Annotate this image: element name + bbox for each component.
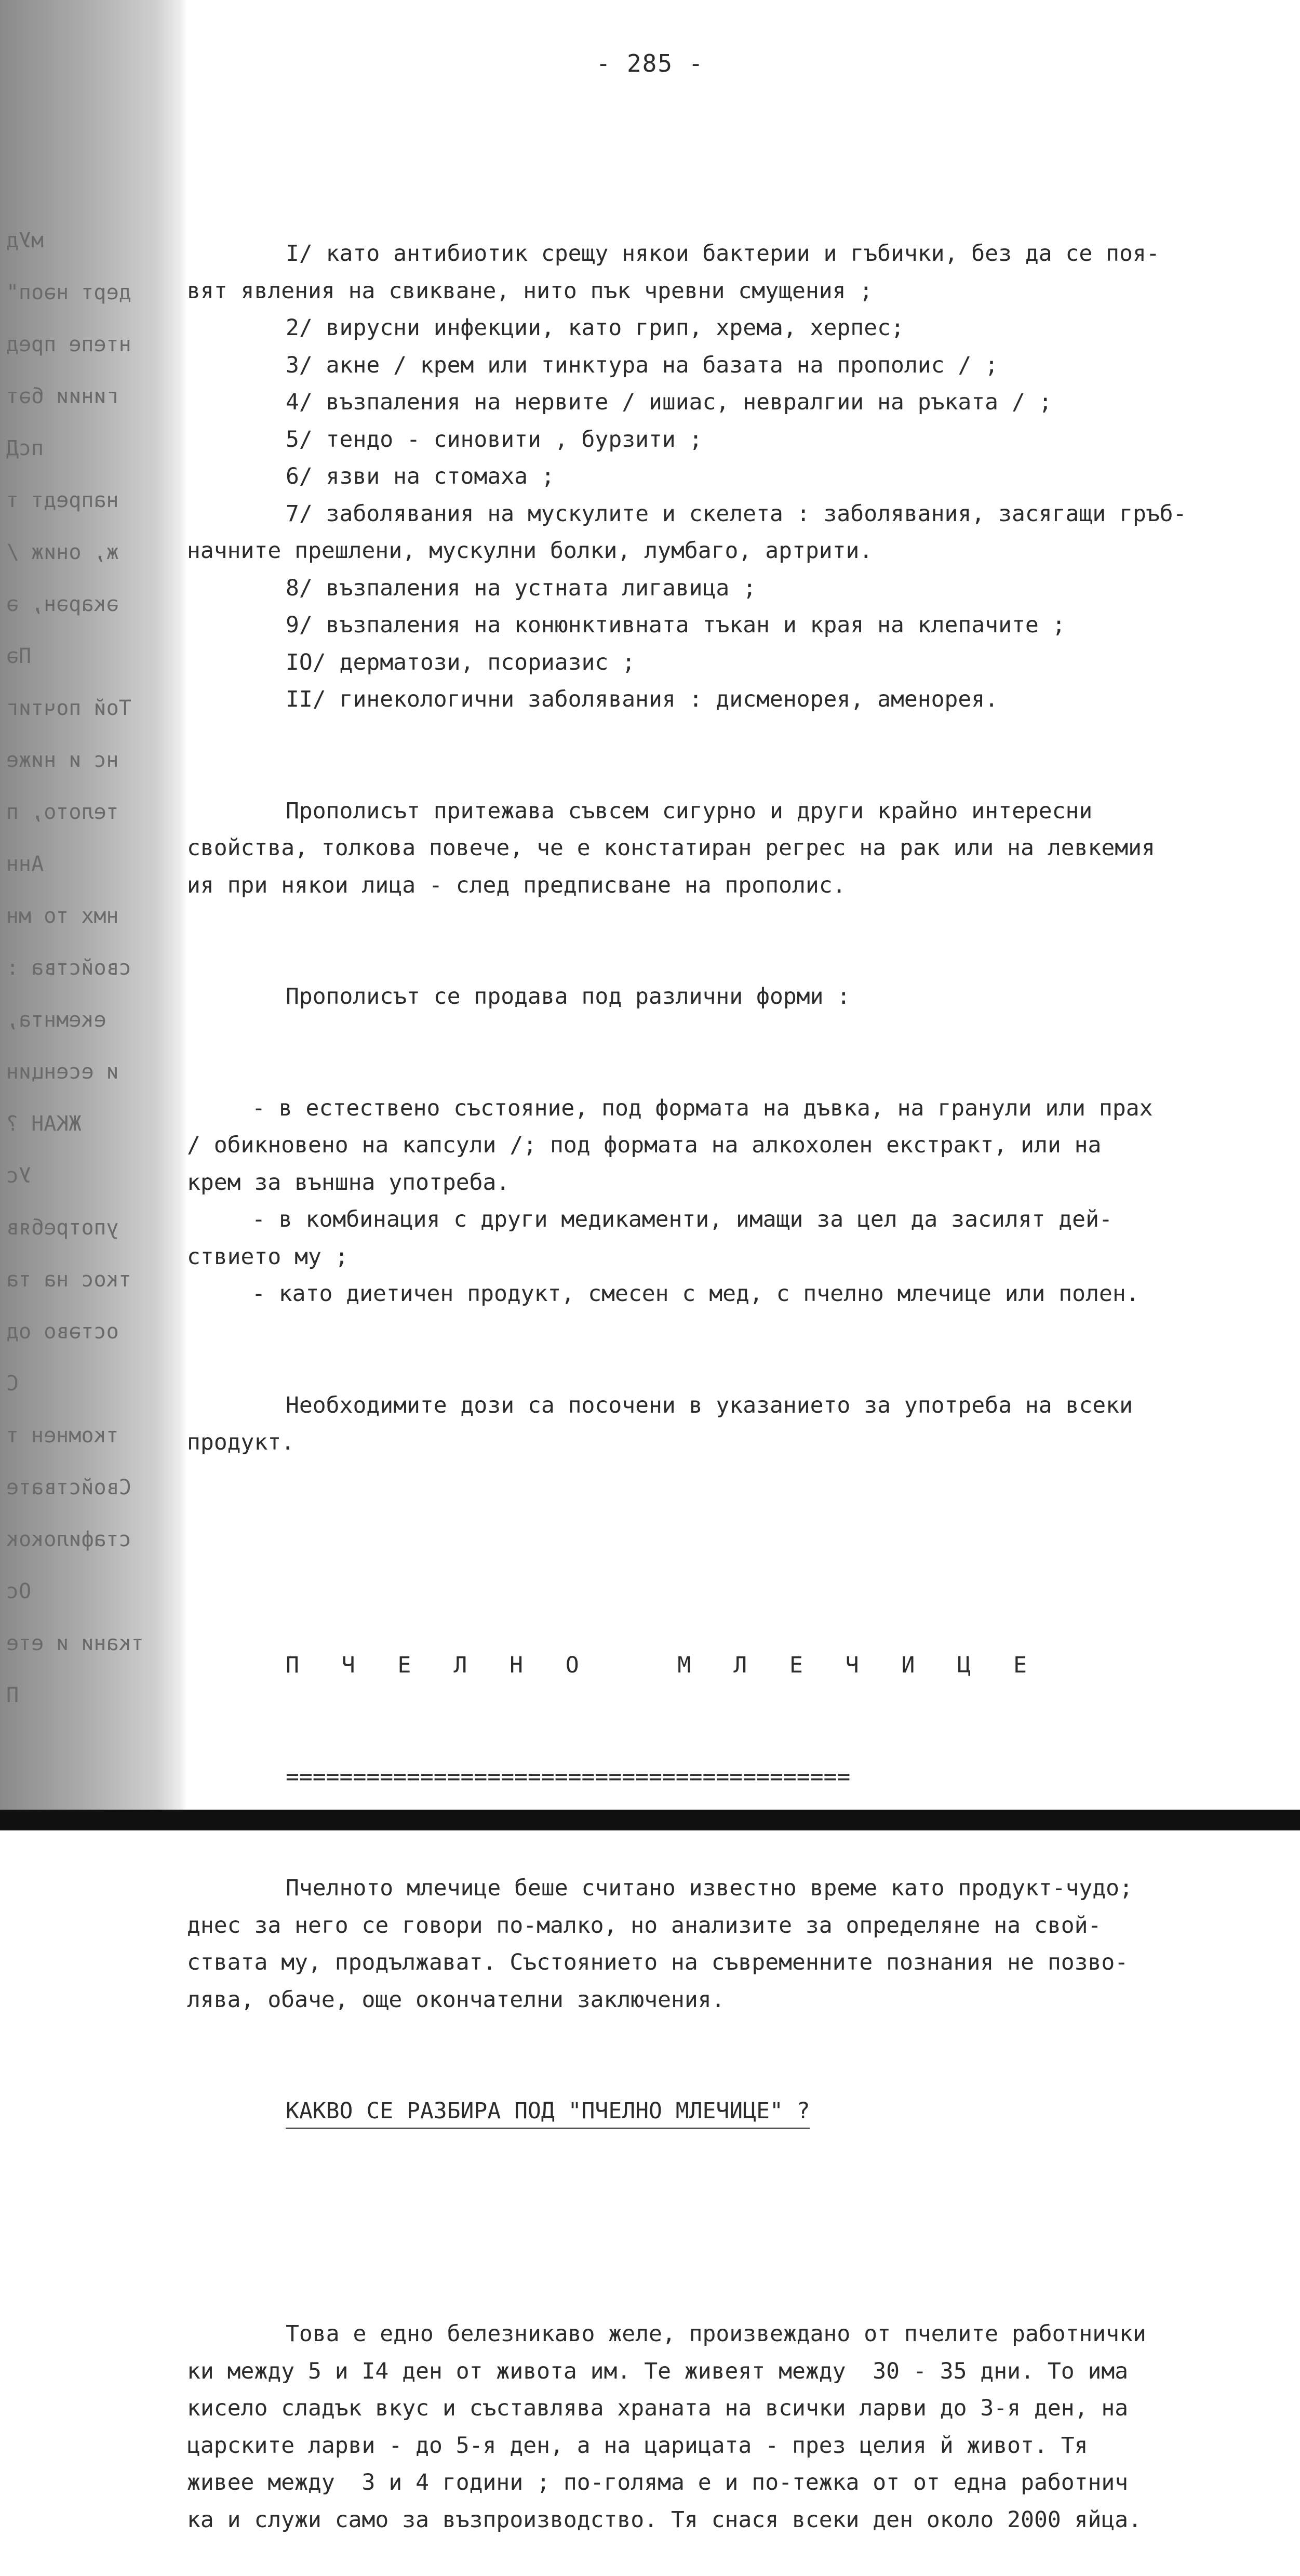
form-line: - в комбинация с други медикаменти, имащи за цел да засилят дей-	[252, 1206, 1113, 1232]
bleed-text: нс и ниже	[6, 748, 119, 772]
list-item-continuation: начните прешлени, мускулни болки, лумбаго, артрити.	[187, 538, 873, 564]
bleed-text: ЖКАН ?	[6, 1112, 82, 1136]
bleed-text: употребяв	[6, 1216, 119, 1240]
paragraph-royal-jelly-intro	[187, 1870, 1267, 2019]
form-line: - като диетичен продукт, смесен с мед, с пчелно млечице или полен.	[252, 1281, 1140, 1307]
bleed-text: екемнта,	[6, 1008, 106, 1032]
paragraph-line: Прополисът притежава съвсем сигурно и други крайно интересни	[286, 798, 1093, 824]
bleed-text: Той почтиг	[6, 696, 131, 720]
list-item: 8/ възпаления на устната лигавица ;	[286, 575, 757, 601]
forms-list	[187, 1090, 1267, 1313]
previous-page-bleed	[0, 0, 187, 1830]
section-rule: ==========================================	[286, 1763, 851, 1790]
paragraph-forms-intro: Прополисът се продава под различни форми :	[286, 984, 851, 1010]
paragraph-line: лява, обаче, още окончателни заключения.	[187, 1986, 725, 2013]
bleed-text: С	[6, 1372, 19, 1396]
list-item: 7/ заболявания на мускулите и скелета : заболявания, засягащи гръб-	[286, 500, 1187, 527]
bleed-text: Свойствате	[6, 1476, 131, 1499]
bleed-text: Анн	[6, 852, 44, 876]
bleed-text: ткани и ете	[6, 1631, 144, 1655]
bleed-text: ж, ониж /	[6, 540, 119, 564]
list-item-continuation: вят явления на свикване, нито пък чревни смущения ;	[187, 277, 873, 304]
paragraph-doses	[187, 1387, 1267, 1462]
bleed-text: дерт нәоп"	[6, 281, 131, 304]
paragraph-royal-jelly-description	[187, 2316, 1267, 2539]
bleed-text: свойства :	[6, 956, 131, 980]
subheading-text: КАКВО СЕ РАЗБИРА ПОД "ПЧЕЛНО МЛЕЧИЦЕ" ?	[286, 2098, 810, 2124]
paragraph-propolis-properties	[187, 793, 1267, 905]
paragraph-line: живее между 3 и 4 години ; по-голяма е и по-тежка от от една работнич	[187, 2469, 1129, 2495]
list-item: II/ гинекологични заболявания : дисменорея, аменорея.	[286, 686, 999, 712]
bleed-text: П	[6, 1683, 19, 1707]
section-heading: П Ч Е Л Н О М Л Е Ч И Ц Е	[286, 1652, 1041, 1678]
paragraph-line: ка и служи само за възпроизводство. Тя снася всеки ден около 2000 яйца.	[187, 2506, 1142, 2533]
bleed-text: напредт т	[6, 488, 119, 512]
paragraph-line: днес за него се говори по-малко, но анализите за определяне на свой-	[187, 1912, 1102, 1938]
bleed-text: стафилокок	[6, 1528, 131, 1551]
bleed-text: остәво од	[6, 1320, 119, 1344]
bleed-text: Ос	[6, 1579, 32, 1603]
form-line: / обикновено на капсули /; под формата на алкохолен екстракт, или на	[187, 1132, 1102, 1158]
form-line: крем за външна употреба.	[187, 1169, 510, 1196]
paragraph-line: Необходимите дози са посочени в указанието за употреба на всеки	[286, 1392, 1133, 1418]
indications-list	[187, 235, 1267, 719]
list-item: 4/ възпаления на нервите / ишиас, невралгии на ръката / ;	[286, 389, 1052, 415]
paragraph-line: Пчелното млечице беше считано известно време като продукт-чудо;	[286, 1875, 1133, 1901]
subheading	[187, 2093, 1267, 2130]
paragraph-line: продукт.	[187, 1429, 295, 1455]
bleed-text: нтепе пpед	[6, 333, 131, 356]
list-item: 5/ тендо - синовити , бурзити ;	[286, 426, 703, 453]
paragraph-line: кисело сладък вкус и съставлява храната на всички ларви до 3-я ден, на	[187, 2395, 1129, 2421]
bleed-text: псД	[6, 436, 44, 460]
paragraph-line: ия при някои лица - след предписване на прополис.	[187, 872, 846, 898]
bleed-text: мУд	[6, 229, 44, 253]
list-item: IO/ дерматози, псориазис ;	[286, 649, 636, 675]
form-line: - в естествено състояние, под формата на дъвка, на гранули или прах	[252, 1095, 1153, 1121]
bleed-text: ткомнен т	[6, 1424, 119, 1448]
bleed-text: Ус	[6, 1164, 32, 1188]
bleed-text: ткос на та	[6, 1268, 131, 1292]
paragraph-line: свойства, толкова повече, че е констатиран регрес на рак или на левкемия	[187, 835, 1155, 861]
list-item: 3/ акне / крем или тинктура на базата на прополис / ;	[286, 352, 999, 378]
bleed-text: Пә	[6, 644, 32, 668]
paragraph-line: Това е едно белезникаво желе, произвеждано от пчелите работнички	[286, 2321, 1146, 2347]
list-item: 9/ възпаления на конюнктивната тъкан и края на клепачите ;	[286, 612, 1066, 638]
bleed-text: әкарән, ә	[6, 592, 119, 616]
bleed-text: нмх то мн	[6, 904, 119, 928]
list-item: I/ като антибиотик срещу някои бактерии и гъбички, без да се поя-	[286, 241, 1160, 267]
paragraph-line: ки между 5 и I4 ден от живота им. Те живеят между 30 - 35 дни. То има	[187, 2358, 1129, 2384]
page-body	[187, 161, 1267, 2576]
bleed-text: и есенцин	[6, 1060, 119, 1084]
bleed-text: гинии бәт	[6, 384, 119, 408]
paragraph-line: царските ларви - до 5-я ден, а на царицата - през целия й живот. Тя	[187, 2432, 1088, 2459]
page-number: - 285 -	[596, 49, 704, 77]
list-item: 2/ вирусни инфекции, като грип, хрема, херпес;	[286, 315, 904, 341]
form-line: ствието му ;	[187, 1243, 349, 1270]
list-item: 6/ язви на стомаха ;	[286, 463, 555, 489]
paragraph-line: ствата му, продължават. Състоянието на съвременните познания не позво-	[187, 1949, 1129, 1975]
bleed-text: телото, п	[6, 800, 119, 824]
